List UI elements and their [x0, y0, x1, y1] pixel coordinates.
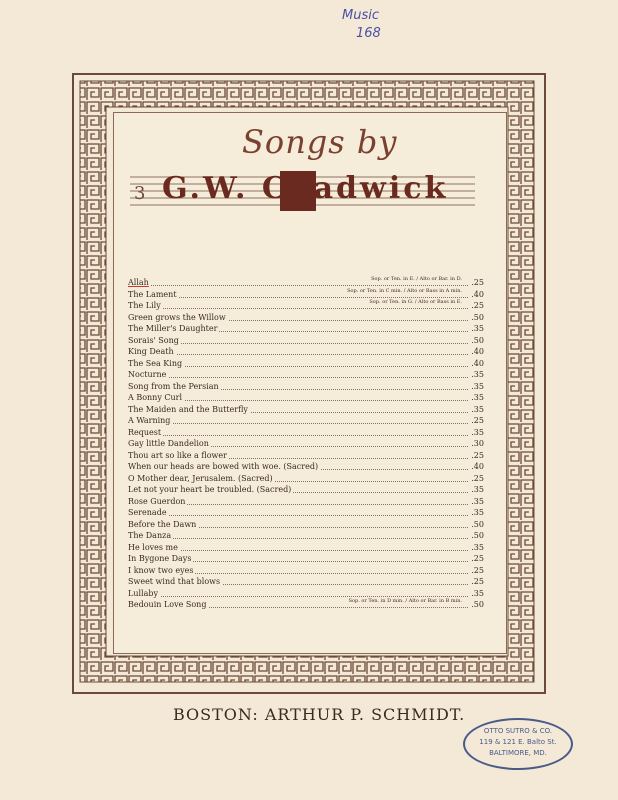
song-title: When our heads are bowed with woe. (Sacred)	[128, 462, 319, 471]
stamp-line-1: OTTO SUTRO & CO.	[483, 727, 553, 735]
song-title: Nocturne	[128, 370, 167, 379]
song-price: .35	[471, 588, 484, 598]
song-price: .40	[471, 289, 484, 299]
song-title: The Lament	[128, 289, 177, 299]
song-price: .35	[471, 393, 484, 402]
song-title: Green grows the Willow	[128, 312, 226, 322]
song-price: .50	[471, 335, 484, 345]
title-panel	[113, 112, 507, 654]
handwritten-note-number: 168	[356, 26, 381, 41]
song-title: Serenade	[128, 508, 167, 517]
leader-dots	[128, 424, 468, 436]
song-title: King Death	[128, 347, 174, 356]
song-row	[128, 598, 484, 611]
song-title: Request	[128, 427, 162, 437]
song-price: .40	[471, 462, 484, 471]
song-price: .50	[471, 312, 484, 322]
song-price: .25	[471, 416, 484, 425]
song-title: Let not your heart be troubled. (Sacred)	[128, 485, 292, 494]
song-title: Before the Dawn	[128, 519, 197, 529]
composer-name: G.W. Chadwick	[162, 171, 449, 206]
stamp-line-2: 119 & 121 E. Balto St.	[479, 738, 557, 746]
song-price: .25	[471, 554, 484, 563]
voice-range: Sop. or Ten. in G. / Alto or Bass in E.	[369, 299, 462, 305]
song-title: Lullaby	[128, 588, 158, 598]
song-title: Allah	[128, 278, 149, 287]
song-title: Bedouin Love Song	[128, 600, 207, 609]
song-title: A Bonny Curl	[128, 393, 183, 402]
song-price: .35	[471, 324, 484, 333]
song-price: .25	[471, 450, 484, 460]
song-price: .35	[471, 485, 484, 494]
song-title: O Mother dear, Jerusalem. (Sacred)	[128, 473, 273, 483]
song-price: .30	[471, 439, 484, 448]
song-title: Sweet wind that blows	[128, 577, 221, 586]
songs-by-heading: Songs by	[242, 123, 398, 161]
song-title: Gay little Dandelion	[128, 439, 209, 448]
publisher-imprint: BOSTON: ARTHUR P. SCHMIDT.	[173, 705, 466, 724]
song-price: .35	[471, 542, 484, 552]
song-price: .35	[471, 370, 484, 379]
song-price: .35	[471, 508, 484, 517]
song-price: .35	[471, 381, 484, 391]
song-price: .40	[471, 358, 484, 368]
handwritten-note-music: Music	[342, 8, 379, 23]
song-title: The Miller's Daughter	[128, 324, 218, 333]
song-title: Rose Guerdon	[128, 496, 186, 506]
song-price: .25	[471, 577, 484, 586]
song-price: .50	[471, 519, 484, 529]
leader-dots	[128, 585, 468, 597]
stamp-line-3: BALTIMORE, MD.	[489, 749, 547, 757]
song-list	[128, 276, 484, 611]
voice-range: Sop. or Ten. in C min. / Alto or Bass in A min.	[347, 287, 462, 294]
song-title: The Sea King	[128, 358, 183, 368]
song-price: .25	[471, 278, 484, 287]
song-title: The Danza	[128, 531, 172, 540]
dealer-stamp	[463, 718, 573, 770]
song-title: In Bygone Days	[128, 554, 192, 563]
song-title: A Warning	[128, 416, 171, 425]
song-price: .35	[471, 496, 484, 506]
svg-text:3: 3	[134, 183, 146, 204]
song-price: .25	[471, 473, 484, 483]
song-price: .40	[471, 347, 484, 356]
song-title: He loves me	[128, 542, 178, 552]
voice-range: Sop. or Ten. in D min. / Alto or Bar. in B min.	[348, 598, 462, 604]
voice-range: Sop. or Ten. in E. / Alto or Bar. in D.	[371, 276, 462, 282]
song-price: .35	[471, 427, 484, 437]
song-price: .25	[471, 565, 484, 575]
song-title: I know two eyes	[128, 565, 194, 575]
song-price: .50	[471, 600, 484, 609]
song-title: Song from the Persian	[128, 381, 219, 391]
song-title: The Lily	[128, 301, 161, 310]
song-title: Sorais' Song	[128, 335, 179, 345]
song-price: .35	[471, 404, 484, 414]
song-title: Thou art so like a flower	[128, 450, 227, 460]
song-price: .50	[471, 531, 484, 540]
song-title: The Maiden and the Butterfly	[128, 404, 248, 414]
song-price: .25	[471, 301, 484, 310]
